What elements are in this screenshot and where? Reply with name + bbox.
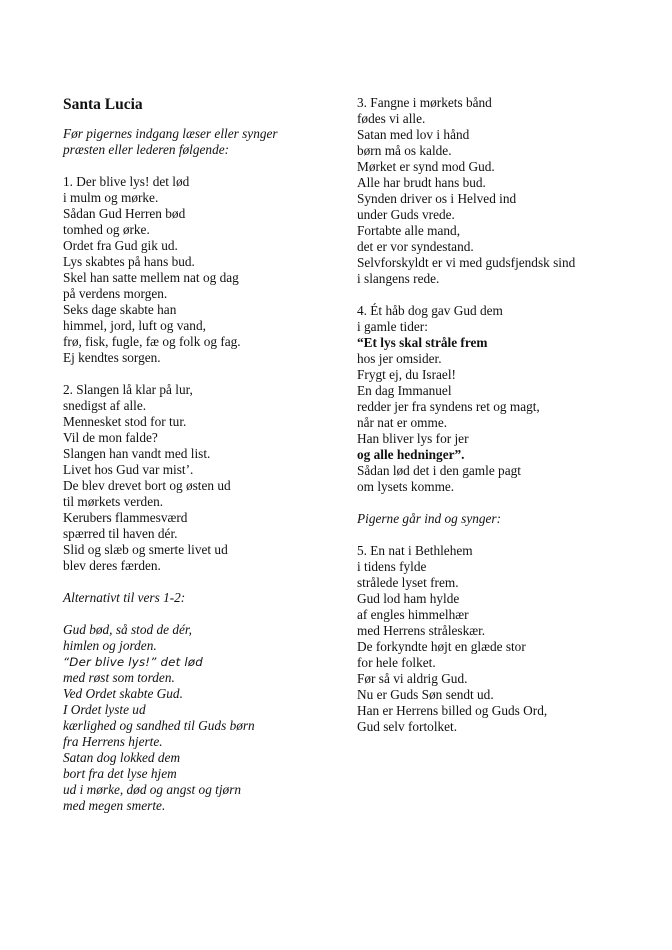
verse-line: og alle hedninger”. (357, 447, 465, 462)
intro-line: præsten eller lederen følgende: (63, 142, 230, 157)
verse-line: De forkyndte højt en glæde stor (357, 639, 526, 654)
verse-line: 1. Der blive lys! det lød (63, 174, 190, 189)
verse-line: det er vor syndestand. (357, 239, 474, 254)
verse-line: “Et lys skal stråle frem (357, 335, 488, 350)
verse-line: til mørkets verden. (63, 494, 164, 509)
verse-line: for hele folket. (357, 655, 436, 670)
verse-line: Sådan lød det i den gamle pagt (357, 463, 521, 478)
verse-line: på verdens morgen. (63, 286, 168, 301)
verse-line: Slangen han vandt med list. (63, 446, 211, 461)
verse-line: 3. Fangne i mørkets bånd (357, 95, 492, 110)
verse-line: redder jer fra syndens ret og magt, (357, 399, 540, 414)
verse-line: Frygt ej, du Israel! (357, 367, 456, 382)
verse-line: Ordet fra Gud gik ud. (63, 238, 178, 253)
verse-line: Alle har brudt hans bud. (357, 175, 486, 190)
verse-line: i slangens rede. (357, 271, 440, 286)
verse-line: Vil de mon falde? (63, 430, 158, 445)
verse-line: fødes vi alle. (357, 111, 426, 126)
verse-line: Før så vi aldrig Gud. (357, 671, 468, 686)
verse-line: Nu er Guds Søn sendt ud. (357, 687, 494, 702)
verse-line: Mørket er synd mod Gud. (357, 159, 495, 174)
verse-line: blev deres færden. (63, 558, 161, 573)
verse-2 (63, 382, 333, 574)
verse-line: når nat er omme. (357, 415, 448, 430)
verse-3 (357, 95, 627, 287)
verse-line: med Herrens stråleskær. (357, 623, 486, 638)
verse-line: Satan dog lokked dem (63, 750, 181, 765)
verse-line: Slid og slæb og smerte livet ud (63, 542, 228, 557)
verse-line: Skel han satte mellem nat og dag (63, 270, 239, 285)
verse-line: frø, fisk, fugle, fæ og folk og fag. (63, 334, 241, 349)
verse-line: kærlighed og sandhed til Guds børn (63, 718, 255, 733)
verse-line: ud i mørke, død og angst og tjørn (63, 782, 242, 797)
verse-line: himlen og jorden. (63, 638, 157, 653)
alternative-verse (63, 622, 333, 814)
verse-line: spærred til haven dér. (63, 526, 178, 541)
verse-line: “Der blive lys!” det lød (63, 655, 203, 669)
verse-line: Lys skabtes på hans bud. (63, 254, 195, 269)
verse-line: strålede lyset frem. (357, 575, 459, 590)
verse-line: med røst som torden. (63, 670, 175, 685)
verse-line: Satan med lov i hånd (357, 127, 470, 142)
verse-line: børn må os kalde. (357, 143, 452, 158)
verse-line: af engles himmelhær (357, 607, 469, 622)
verse-4 (357, 303, 627, 495)
verse-1 (63, 174, 333, 366)
verse-line: Sådan Gud Herren bød (63, 206, 186, 221)
verse-line: Livet hos Gud var mist’. (63, 462, 194, 477)
verse-line: 4. Ét håb dog gav Gud dem (357, 303, 503, 318)
verse-line: med megen smerte. (63, 798, 166, 813)
verse-line: snedigst af alle. (63, 398, 147, 413)
verse-line: De blev drevet bort og østen ud (63, 478, 231, 493)
alternative-heading: Alternativt til vers 1-2: (63, 590, 186, 605)
entrance-heading: Pigerne går ind og synger: (357, 511, 502, 526)
verse-line: i mulm og mørke. (63, 190, 159, 205)
verse-line: hos jer omsider. (357, 351, 442, 366)
verse-line: Gud lod ham hylde (357, 591, 460, 606)
verse-line: Synden driver os i Helved ind (357, 191, 517, 206)
verse-line: En dag Immanuel (357, 383, 452, 398)
verse-line: Gud selv fortolket. (357, 719, 458, 734)
verse-line: Ved Ordet skabte Gud. (63, 686, 183, 701)
verse-line: bort fra det lyse hjem (63, 766, 177, 781)
verse-5 (357, 543, 627, 735)
left-column (63, 94, 333, 814)
verse-line: Mennesket stod for tur. (63, 414, 187, 429)
verse-line: i gamle tider: (357, 319, 428, 334)
verse-line: 2. Slangen lå klar på lur, (63, 382, 193, 397)
verse-line: Han bliver lys for jer (357, 431, 469, 446)
verse-line: Seks dage skabte han (63, 302, 177, 317)
intro-line: Før pigernes indgang læser eller synger (63, 126, 278, 141)
right-column (357, 95, 627, 735)
verse-line: tomhed og ørke. (63, 222, 150, 237)
verse-line: under Guds vrede. (357, 207, 455, 222)
verse-line: 5. En nat i Bethlehem (357, 543, 473, 558)
verse-line: Selvforskyldt er vi med gudsfjendsk sind (357, 255, 576, 270)
page-title: Santa Lucia (63, 96, 143, 113)
verse-line: himmel, jord, luft og vand, (63, 318, 206, 333)
verse-line: Fortabte alle mand, (357, 223, 461, 238)
verse-line: Gud bød, så stod de dér, (63, 622, 192, 637)
verse-line: om lysets komme. (357, 479, 455, 494)
verse-line: Han er Herrens billed og Guds Ord, (357, 703, 548, 718)
verse-line: I Ordet lyste ud (63, 702, 146, 717)
verse-line: Ej kendtes sorgen. (63, 350, 161, 365)
verse-line: i tidens fylde (357, 559, 427, 574)
verse-line: Kerubers flammesværd (63, 510, 188, 525)
verse-line: fra Herrens hjerte. (63, 734, 163, 749)
